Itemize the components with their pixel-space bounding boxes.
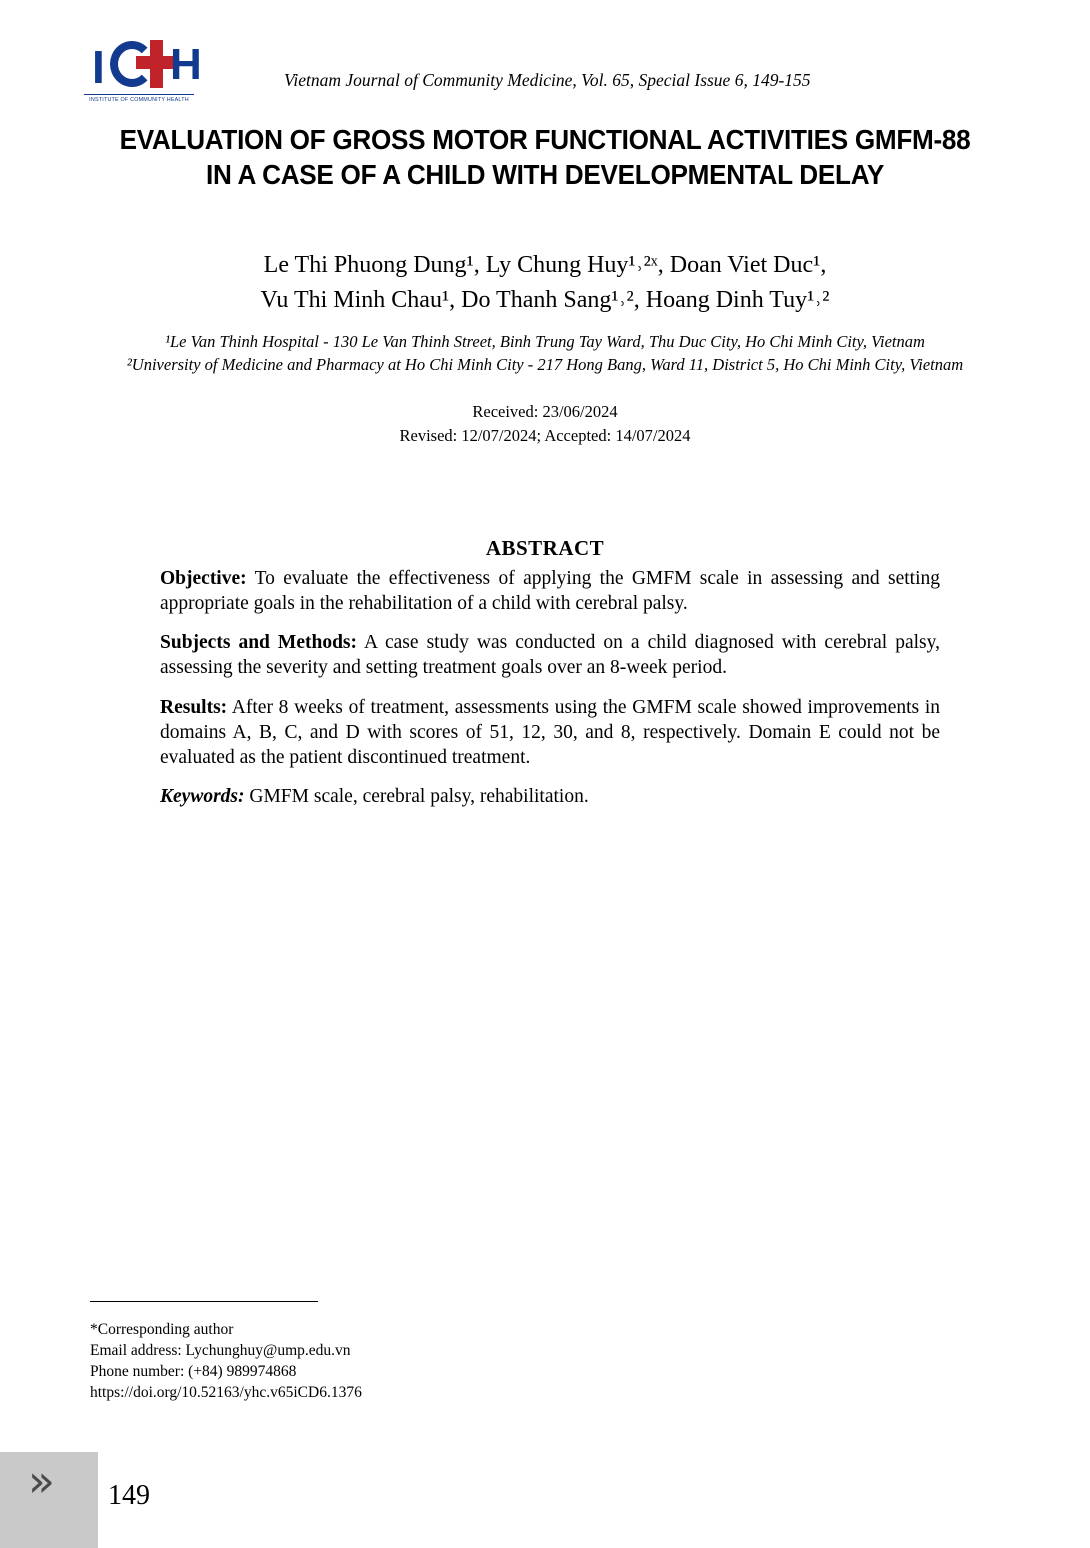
methods-label: Subjects and Methods: <box>160 632 357 654</box>
title-line-1: EVALUATION OF GROSS MOTOR FUNCTIONAL ACTIVITIES GMFM-88 <box>119 124 971 155</box>
received-date: Received: 23/06/2024 <box>472 402 618 421</box>
logo-letter-i: I <box>92 41 103 93</box>
corresponding-phone: Phone number: (+84) 989974868 <box>90 1362 297 1380</box>
footer-bar <box>0 1452 98 1548</box>
abstract-methods <box>160 630 940 680</box>
page-number: 149 <box>108 1480 150 1511</box>
author-line-1: Le Thi Phuong Dung¹, Ly Chung Huy¹˒²ˣ, Doan Viet Duc¹, <box>263 252 827 278</box>
journal-logo <box>84 38 202 108</box>
affiliation-2: ²University of Medicine and Pharmacy at Ho Chi Minh City - 217 Hong Bang, Ward 11, District 5, Ho Chi Minh City, Vietnam <box>126 355 964 375</box>
keywords-text: GMFM scale, cerebral palsy, rehabilitation. <box>244 785 589 807</box>
footnote-divider <box>90 1301 318 1302</box>
corresponding-email: Email address: Lychunghuy@ump.edu.vn <box>90 1341 351 1359</box>
methods-text: A case study was conducted on a child diagnosed with cerebral palsy, assessing the severity and setting treatment goals over an 8-week period. <box>160 632 940 679</box>
title-line-2: IN A CASE OF A CHILD WITH DEVELOPMENTAL DELAY <box>205 159 885 191</box>
logo-caption: INSTITUTE OF COMMUNITY HEALTH <box>84 94 194 103</box>
objective-label: Objective: <box>160 568 247 589</box>
abstract-body <box>160 566 940 823</box>
journal-citation-line: Vietnam Journal of Community Medicine, Vol. 65, Special Issue 6, 149-155 <box>284 70 811 90</box>
abstract-results <box>160 695 940 770</box>
abstract-objective <box>160 566 940 616</box>
results-label: Results: <box>160 696 228 718</box>
keywords-label: Keywords: <box>160 785 245 807</box>
article-dates <box>95 400 995 448</box>
affiliation-1: ¹Le Van Thinh Hospital - 130 Le Van Thinh Street, Binh Trung Tay Ward, Thu Duc City, Ho Chi Minh City, Vietnam <box>165 332 925 351</box>
results-text: After 8 weeks of treatment, assessments using the GMFM scale showed improvements in domains A, B, C, and D with scores of 51, 12, 30, and 8, respectively. Domain E could not be evaluated as the patient discontinued treatment. <box>160 696 940 768</box>
abstract-keywords <box>160 784 940 809</box>
footnote-block <box>90 1320 590 1404</box>
doi-link[interactable]: https://doi.org/10.52163/yhc.v65iCD6.1376 <box>90 1383 362 1401</box>
objective-text: To evaluate the effectiveness of applying the GMFM scale in assessing and setting appropriate goals in the rehabilitation of a child with cerebral palsy. <box>160 568 940 615</box>
revised-accepted-date: Revised: 12/07/2024; Accepted: 14/07/2024 <box>399 425 691 445</box>
double-chevron-icon: » <box>28 1456 49 1507</box>
corresponding-author-note: *Corresponding author <box>90 1321 234 1338</box>
author-list <box>95 248 995 318</box>
abstract-heading: ABSTRACT <box>485 536 605 560</box>
page-header <box>84 38 1006 108</box>
logo-letter-h: H <box>170 40 202 89</box>
page-title <box>118 122 973 192</box>
logo-mark <box>84 38 202 93</box>
author-line-2: Vu Thi Minh Chau¹, Do Thanh Sang¹˒², Hoang Dinh Tuy¹˒² <box>260 286 830 313</box>
affiliation-list <box>60 330 1030 377</box>
